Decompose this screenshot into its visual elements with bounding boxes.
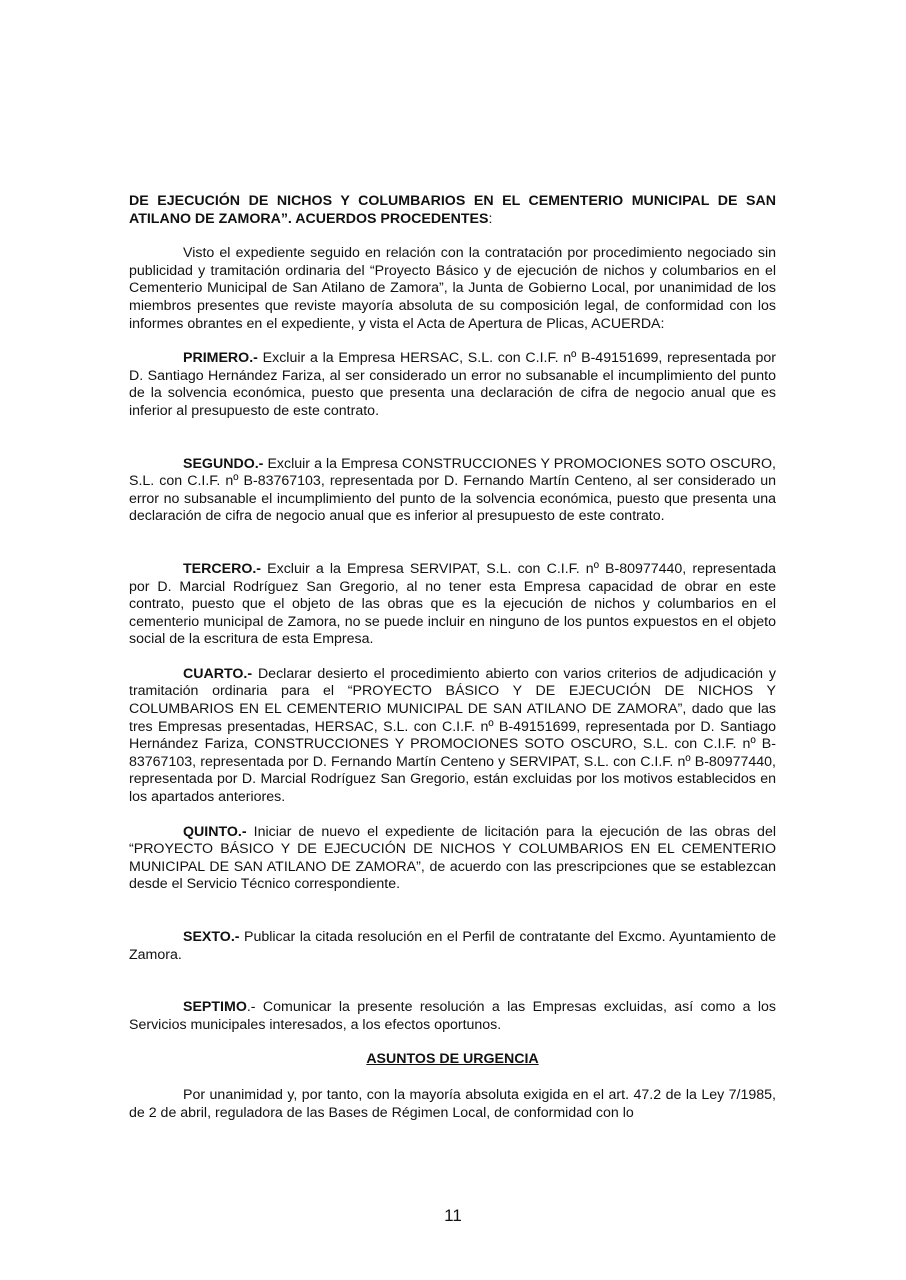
page-number: 11: [444, 1206, 462, 1225]
urgency-paragraph: Por unanimidad y, por tanto, con la mayoría absoluta exigida en el art. 47.2 de la Ley 7/1985, de 2 de abril, reguladora de las Bases de Régimen Local, de conformidad con lo: [129, 1086, 776, 1121]
clause-label: SEPTIMO: [183, 999, 247, 1016]
clause-cuarto: [129, 666, 776, 807]
clause-label: TERCERO.-: [183, 560, 262, 577]
clause-text: Publicar la citada resolución en el Perfil de contratante del Excmo. Ayuntamiento de Zamora.: [129, 929, 776, 963]
clause-segundo: [129, 456, 776, 526]
clause-text: Excluir a la Empresa SERVIPAT, S.L. con C.I.F. nº B-80977440, representada por D. Marcial Rodríguez San Gregorio, al no tener esta Empresa capacidad de obrar en este contrato, puesto que el objeto de las obras que es la ejecución de nichos y columbarios en el cementerio municipal de Zamora, no se puede incluir en ninguno de los puntos expuestos en el objeto social de la escritura de esta Empresa.: [129, 560, 776, 648]
clause-label: PRIMERO.-: [183, 350, 258, 367]
clause-text: Excluir a la Empresa HERSAC, S.L. con C.I.F. nº B-49151699, representada por D. Santiago Hernández Fariza, al ser considerado un error no subsanable el incumplimiento del punto de la solvencia económica, puesto que presenta una declaración de cifra de negocio anual que es inferior al presupuesto de este contrato.: [129, 350, 776, 419]
agenda-item-heading: [129, 193, 776, 228]
heading-colon: :: [488, 210, 493, 227]
clause-label: CUARTO.-: [183, 665, 253, 682]
clause-label: SEXTO.-: [183, 929, 240, 945]
clause-text: Declarar desierto el procedimiento abierto con varios criterios de adjudicación y tramitación ordinaria para el “PROYECTO BÁSICO Y DE EJECUCIÓN DE NICHOS Y COLUMBARIOS EN EL CEMENTERIO MUNICIPAL DE SAN ATILANO DE ZAMORA”, dado que las tres Empresas presentadas, HERSAC, S.L. con C.I.F. nº B-49151699, representada por D. Santiago Hernández Fariza, CONSTRUCCIONES Y PROMOCIONES SOTO OSCURO, S.L. con C.I.F. nº B-83767103, representada por D. Fernando Martín Centeno y SERVIPAT, S.L. con C.I.F. nº B-80977440, representada por D. Marcial Rodríguez San Gregorio, están excluidas por los motivos establecidos en los apartados anteriores.: [129, 665, 776, 806]
clause-text: Iniciar de nuevo el expediente de licitación para la ejecución de las obras del “PROYECTO BÁSICO Y DE EJECUCIÓN DE NICHOS Y COLUMBARIOS EN EL CEMENTERIO MUNICIPAL DE SAN ATILANO DE ZAMORA”, de acuerdo con las prescripciones que se establezcan desde el Servicio Técnico correspondiente.: [129, 823, 776, 893]
clause-sexto: [129, 929, 776, 964]
clause-label: QUINTO.-: [183, 823, 247, 840]
clause-septimo: [129, 999, 776, 1034]
section-title-urgencia: ASUNTOS DE URGENCIA: [366, 1051, 539, 1068]
heading-bold-text: DE EJECUCIÓN DE NICHOS Y COLUMBARIOS EN EL CEMENTERIO MUNICIPAL DE SAN ATILANO DE ZAMORA”. ACUERDOS PROCEDENTES: [129, 193, 776, 227]
clause-tercero: [129, 561, 776, 649]
clause-text: Excluir a la Empresa CONSTRUCCIONES Y PROMOCIONES SOTO OSCURO, S.L. con C.I.F. nº B-83767103, representada por D. Fernando Martín Centeno, al ser considerado un error no subsanable el incumplimiento del punto de la solvencia económica, puesto que presenta una declaración de cifra de negocio anual que es inferior al presupuesto de este contrato.: [129, 455, 776, 525]
clause-primero: [129, 350, 776, 420]
intro-paragraph: Visto el expediente seguido en relación con la contratación por procedimiento negociado sin publicidad y tramitación ordinaria del “Proyecto Básico y de ejecución de nichos y columbarios en el Cementerio Municipal de San Atilano de Zamora”, la Junta de Gobierno Local, por unanimidad de los miembros presentes que reviste mayoría absoluta de su composición legal, de conformidad con los informes obrantes en el expediente, y vista el Acta de Apertura de Plicas, ACUERDA:: [129, 245, 776, 332]
document-body: [129, 193, 776, 1122]
clause-label: SEGUNDO.-: [183, 455, 264, 472]
clause-quinto: [129, 824, 776, 894]
clause-text: .- Comunicar la presente resolución a las Empresas excluidas, así como a los Servicios municipales interesados, a los efectos oportunos.: [129, 999, 776, 1033]
